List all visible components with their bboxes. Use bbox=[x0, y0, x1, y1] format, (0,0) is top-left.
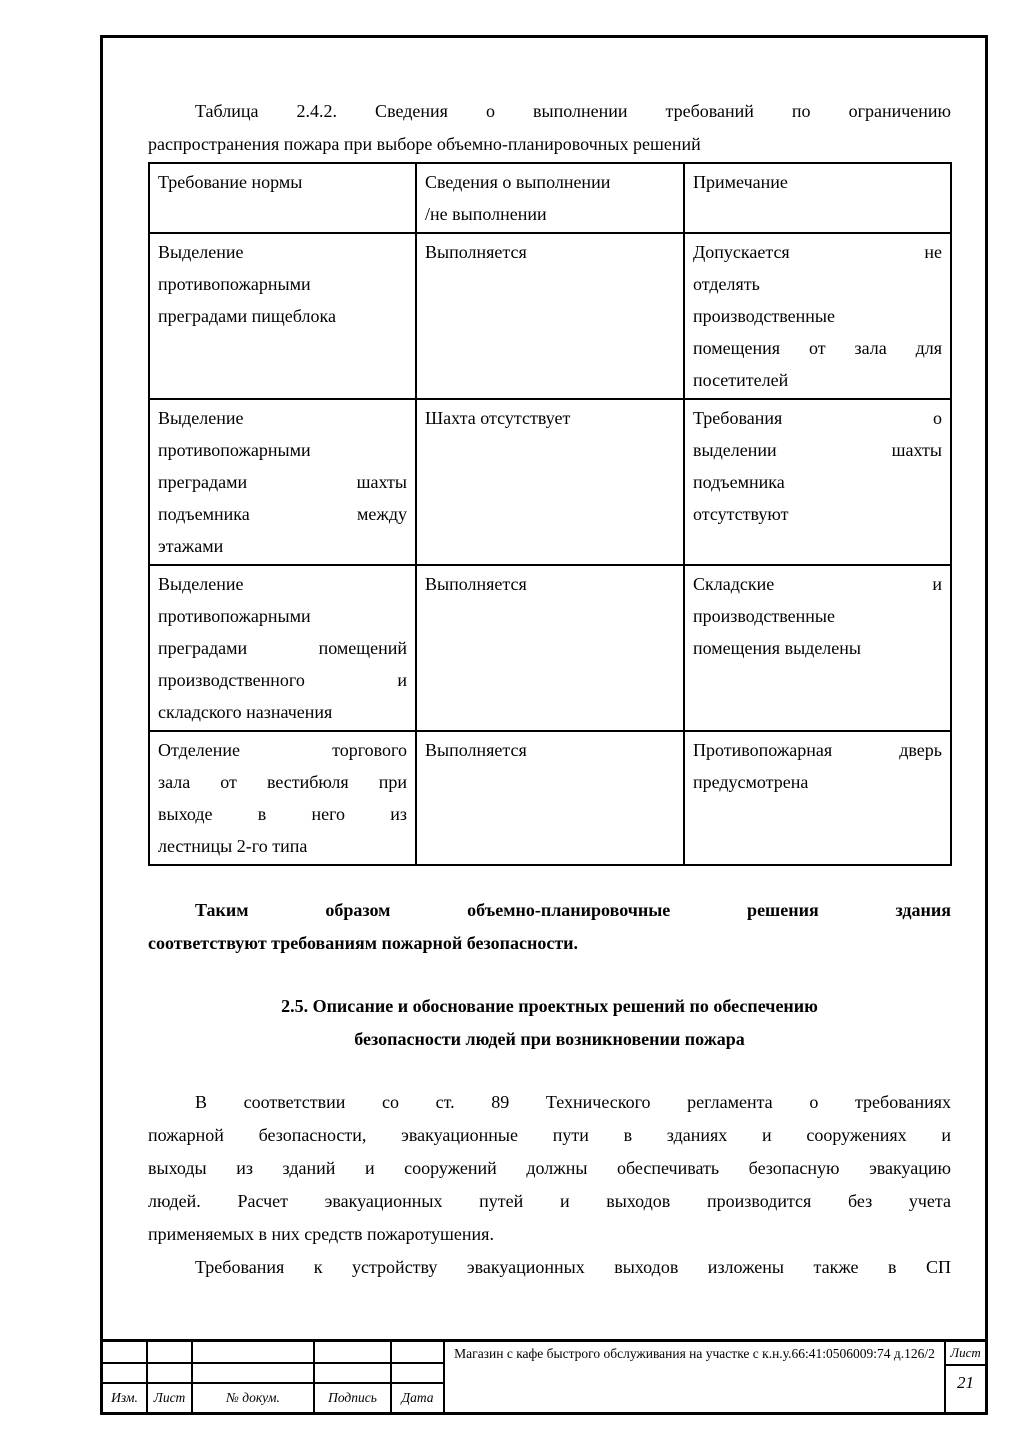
table-cell: Выделение противопожарными преградами помещений производственного и складского назначения bbox=[149, 565, 416, 731]
table-caption bbox=[148, 95, 951, 161]
table-cell: Выделение противопожарными преградами пищеблока bbox=[149, 233, 416, 399]
stamp-label-podpis: Подпись bbox=[315, 1384, 392, 1412]
table-row bbox=[149, 731, 951, 865]
table-cell: Выполняется bbox=[416, 565, 684, 731]
table-cell: Противопожарная дверь предусмотрена bbox=[684, 731, 951, 865]
table-row bbox=[149, 565, 951, 731]
section-heading: 2.5. Описание и обоснование проектных решений по обеспечению безопасности людей при возникновении пожара bbox=[281, 996, 818, 1049]
table-cell: Выделение противопожарными преградами шахты подъемника между этажами bbox=[149, 399, 416, 565]
table-caption-line: распространения пожара при выборе объемно-планировочных решений bbox=[148, 134, 701, 154]
table-cell: Выполняется bbox=[416, 731, 684, 865]
header-cell-note bbox=[684, 163, 951, 233]
stamp-label-n-dokum: № докум. bbox=[193, 1384, 315, 1412]
stamp-revision-grid bbox=[103, 1342, 445, 1412]
stamp-empty-cell bbox=[315, 1342, 392, 1364]
table-cell: Требования о выделении шахты подъемника отсутствуют bbox=[684, 399, 951, 565]
stamp-empty-cell bbox=[392, 1364, 445, 1384]
table-cell: Допускается не отделять производственные помещения от зала для посетителей bbox=[684, 233, 951, 399]
body-paragraph: В соответствии со ст. 89 Технического регламента о требованиях пожарной безопасности, эвакуационные пути в зданиях и сооружениях и выходы из зданий и сооружений должны обеспечивать безопасную эвакуацию людей. Расчет эвакуационных путей и выходов производится без учета применяемых в них средств пожаротушения. bbox=[148, 1092, 951, 1244]
table-row bbox=[149, 233, 951, 399]
requirements-table bbox=[148, 162, 952, 866]
table-cell: Отделение торгового зала от вестибюля при выходе в него из лестницы 2-го типа bbox=[149, 731, 416, 865]
header-line: Сведения о выполнении bbox=[425, 172, 611, 192]
stamp-label-list: Лист bbox=[148, 1384, 193, 1412]
table-caption-line: Таблица 2.4.2. Сведения о выполнении требований по ограничению bbox=[195, 101, 951, 121]
table-row bbox=[149, 399, 951, 565]
table-cell: Выполняется bbox=[416, 233, 684, 399]
stamp-label-izm: Изм. bbox=[103, 1384, 148, 1412]
stamp-empty-cell bbox=[193, 1342, 315, 1364]
page-frame bbox=[100, 35, 988, 1415]
header-line: Примечание bbox=[693, 172, 788, 192]
stamp-empty-cell bbox=[103, 1342, 148, 1364]
stamp-empty-cell bbox=[392, 1342, 445, 1364]
stamp-empty-cell bbox=[148, 1342, 193, 1364]
header-cell-requirement bbox=[149, 163, 416, 233]
header-line: Требование нормы bbox=[158, 172, 303, 192]
stamp-empty-cell bbox=[315, 1364, 392, 1384]
footer-stamp bbox=[103, 1339, 985, 1412]
body-paragraph-continued: Требования к устройству эвакуационных выходов изложены также в СП bbox=[195, 1257, 951, 1277]
page-content bbox=[148, 38, 951, 1284]
table-header-row bbox=[149, 163, 951, 233]
stamp-sheet-number: 21 bbox=[957, 1373, 974, 1392]
stamp-empty-cell bbox=[103, 1364, 148, 1384]
conclusion-paragraph: Таким образом объемно-планировочные решения здания соответствуют требованиям пожарной безопасности. bbox=[148, 900, 951, 953]
stamp-document-title: Магазин с кафе быстрого обслуживания на участке с к.н.у.66:41:0506009:74 д.126/2 bbox=[445, 1342, 946, 1412]
stamp-sheet-block bbox=[946, 1342, 985, 1412]
header-cell-compliance bbox=[416, 163, 684, 233]
stamp-empty-cell bbox=[193, 1364, 315, 1384]
stamp-label-data: Дата bbox=[392, 1384, 445, 1412]
table-cell: Складские и производственные помещения выделены bbox=[684, 565, 951, 731]
stamp-sheet-label: Лист bbox=[946, 1342, 985, 1366]
header-line: /не выполнении bbox=[425, 204, 547, 224]
stamp-empty-cell bbox=[148, 1364, 193, 1384]
table-cell: Шахта отсутствует bbox=[416, 399, 684, 565]
